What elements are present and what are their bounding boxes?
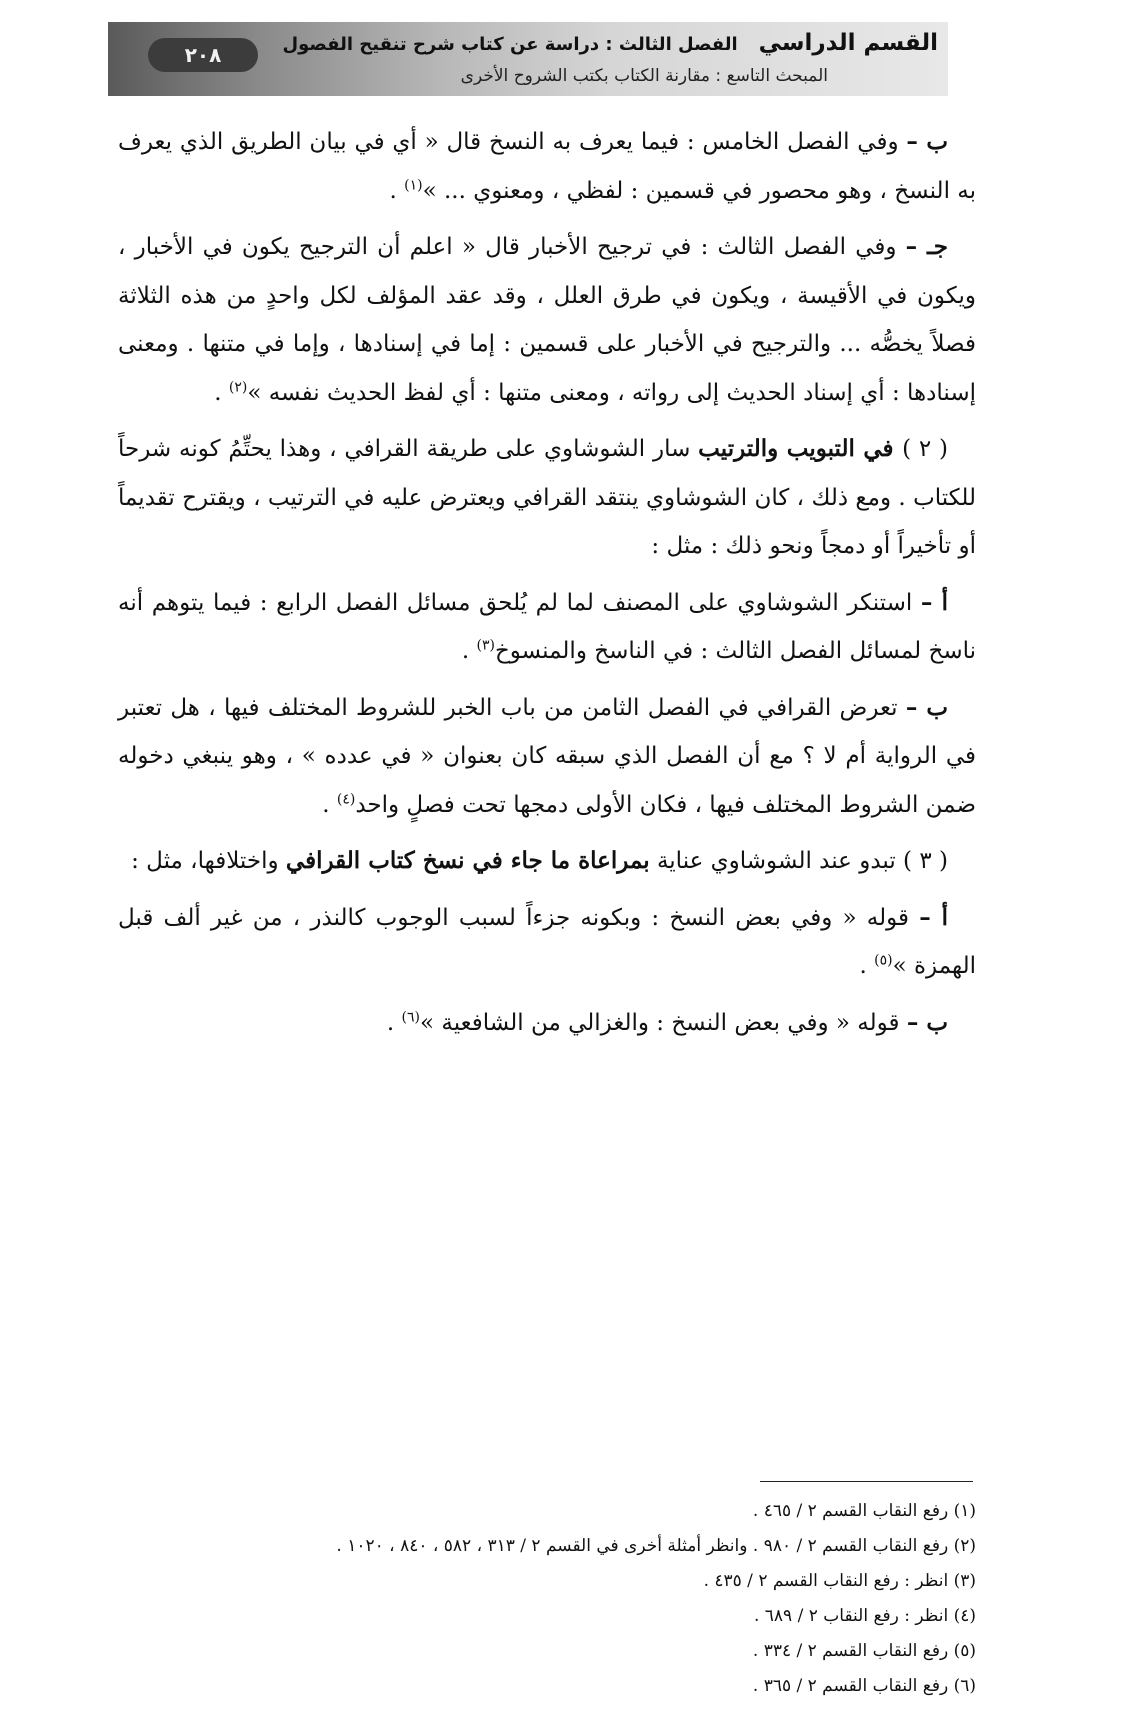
paragraph-text: قوله « وفي بعض النسخ : وبكونه جزءاً لسبب الوجوب كالنذر ، من غير ألف قبل الهمزة » <box>118 904 976 979</box>
footnote-ref-1: (١) <box>404 176 423 193</box>
paragraph-point-2 <box>118 425 976 571</box>
paragraph-text: وفي الفصل الثالث : في ترجيح الأخبار قال « اعلم أن الترجيح يكون في الأخبار ، ويكون في الأقيسة ، ويكون في طرق العلل ، وقد عقد المؤلف لكل واحدٍ من هذه الثلاثة فصلاً يخصُّه ... والترجيح في الأخبار على قسمين : إما في إسنادها ، وإما في متنها . ومعنى إسنادها : أي إسناد الحديث إلى رواته ، ومعنى متنها : أي لفظ الحديث نفسه » <box>118 234 976 406</box>
paragraph-point-3 <box>118 837 976 886</box>
paragraph-text: تبدو عند الشوشاوي عناية <box>649 848 904 874</box>
paragraph-end: . <box>389 177 405 204</box>
paragraph-text: قوله « وفي بعض النسخ : والغزالي من الشافعية » <box>419 1009 907 1036</box>
paragraph-a-objection <box>118 579 976 676</box>
paragraph-end: . <box>386 1009 402 1036</box>
point-number: ( ٣ ) <box>903 848 948 874</box>
paragraph-b-fifth-chapter <box>118 118 976 215</box>
page-header <box>108 22 948 96</box>
page-number: ٢٠٨ <box>148 38 258 72</box>
footnote-4: (٤) انظر : رفع النقاب ٢ / ٦٨٩ . <box>753 1606 976 1626</box>
item-marker: جـ – <box>905 233 948 260</box>
paragraph-b-objection <box>118 684 976 830</box>
header-section: القسم الدراسي <box>758 30 938 56</box>
footnote-1: (١) رفع النقاب القسم ٢ / ٤٦٥ . <box>752 1501 976 1521</box>
item-marker: أ – <box>919 903 948 931</box>
item-marker: ب – <box>905 693 948 721</box>
footnote-divider <box>760 1481 973 1482</box>
footnote-ref-4: (٤) <box>336 790 356 807</box>
item-marker: ب – <box>906 1008 948 1036</box>
footnote-3: (٣) انظر : رفع النقاب القسم ٢ / ٤٣٥ . <box>703 1571 976 1591</box>
paragraph-j-third-chapter <box>118 223 976 417</box>
paragraph-end: . <box>461 638 477 664</box>
paragraph-a-copies <box>118 894 976 991</box>
point-heading: بمراعاة ما جاء في نسخ كتاب القرافي <box>285 847 650 874</box>
paragraph-text: وفي الفصل الخامس : فيما يعرف به النسخ قال « أي في بيان الطريق الذي يعرف به النسخ ، وهو محصور في قسمين : لفظي ، ومعنوي ... » <box>118 129 976 204</box>
paragraph-b-copies <box>118 999 976 1048</box>
paragraph-text: تعرض القرافي في الفصل الثامن من باب الخبر للشروط المختلف فيها ، هل تعتبر في الرواية أم لا ؟ مع أن الفصل الذي سبقه كان بعنوان « في عدده » ، وهو ينبغي دخوله ضمن الشروط المختلف فيها ، فكان الأولى دمجها تحت فصلٍ واحد <box>118 694 976 818</box>
paragraph-text: استنكر الشوشاوي على المصنف لما لم يُلحق مسائل الفصل الرابع : فيما يتوهم أنه ناسخ لمسائل الفصل الثالث : في الناسخ والمنسوخ <box>118 589 976 664</box>
footnote-ref-2: (٢) <box>228 378 248 395</box>
point-heading: في التبويب والترتيب <box>698 435 903 462</box>
item-marker: أ – <box>920 588 948 616</box>
footnote-ref-6: (٦) <box>401 1008 420 1025</box>
item-marker: ب – <box>906 128 948 155</box>
paragraph-text-end: واختلافها، مثل : <box>131 848 286 874</box>
footnote-ref-3: (٣) <box>476 637 495 654</box>
footnote-5: (٥) رفع النقاب القسم ٢ / ٣٣٤ . <box>752 1641 976 1661</box>
paragraph-end: . <box>859 953 875 979</box>
footnote-ref-5: (٥) <box>874 952 893 969</box>
footnote-6: (٦) رفع النقاب القسم ٢ / ٣٦٥ . <box>752 1676 976 1696</box>
point-number: ( ٢ ) <box>902 436 948 462</box>
paragraph-text: سار الشوشاوي على طريقة القرافي ، وهذا يحتِّمُ كونه شرحاً للكتاب . ومع ذلك ، كان الشوشاوي ينتقد القرافي ويعترض عليه في الترتيب ، ويقترح تقديماً أو تأخيراً أو دمجاً ونحو ذلك : مثل : <box>118 436 976 559</box>
main-text <box>118 118 976 1055</box>
paragraph-end: . <box>214 379 229 406</box>
footnote-2: (٢) رفع النقاب القسم ٢ / ٩٨٠ . وانظر أمثلة أخرى في القسم ٢ / ٣١٣ ، ٥٨٢ ، ٨٤٠ ، ١٠٢٠ . <box>336 1536 976 1556</box>
footnotes <box>118 1494 976 1704</box>
header-title-line <box>283 30 939 56</box>
header-chapter: الفصل الثالث : دراسة عن كتاب شرح تنقيح الفصول <box>282 34 738 55</box>
header-subsection: المبحث التاسع : مقارنة الكتاب بكتب الشروح الأخرى <box>460 66 828 86</box>
paragraph-end: . <box>322 791 337 818</box>
